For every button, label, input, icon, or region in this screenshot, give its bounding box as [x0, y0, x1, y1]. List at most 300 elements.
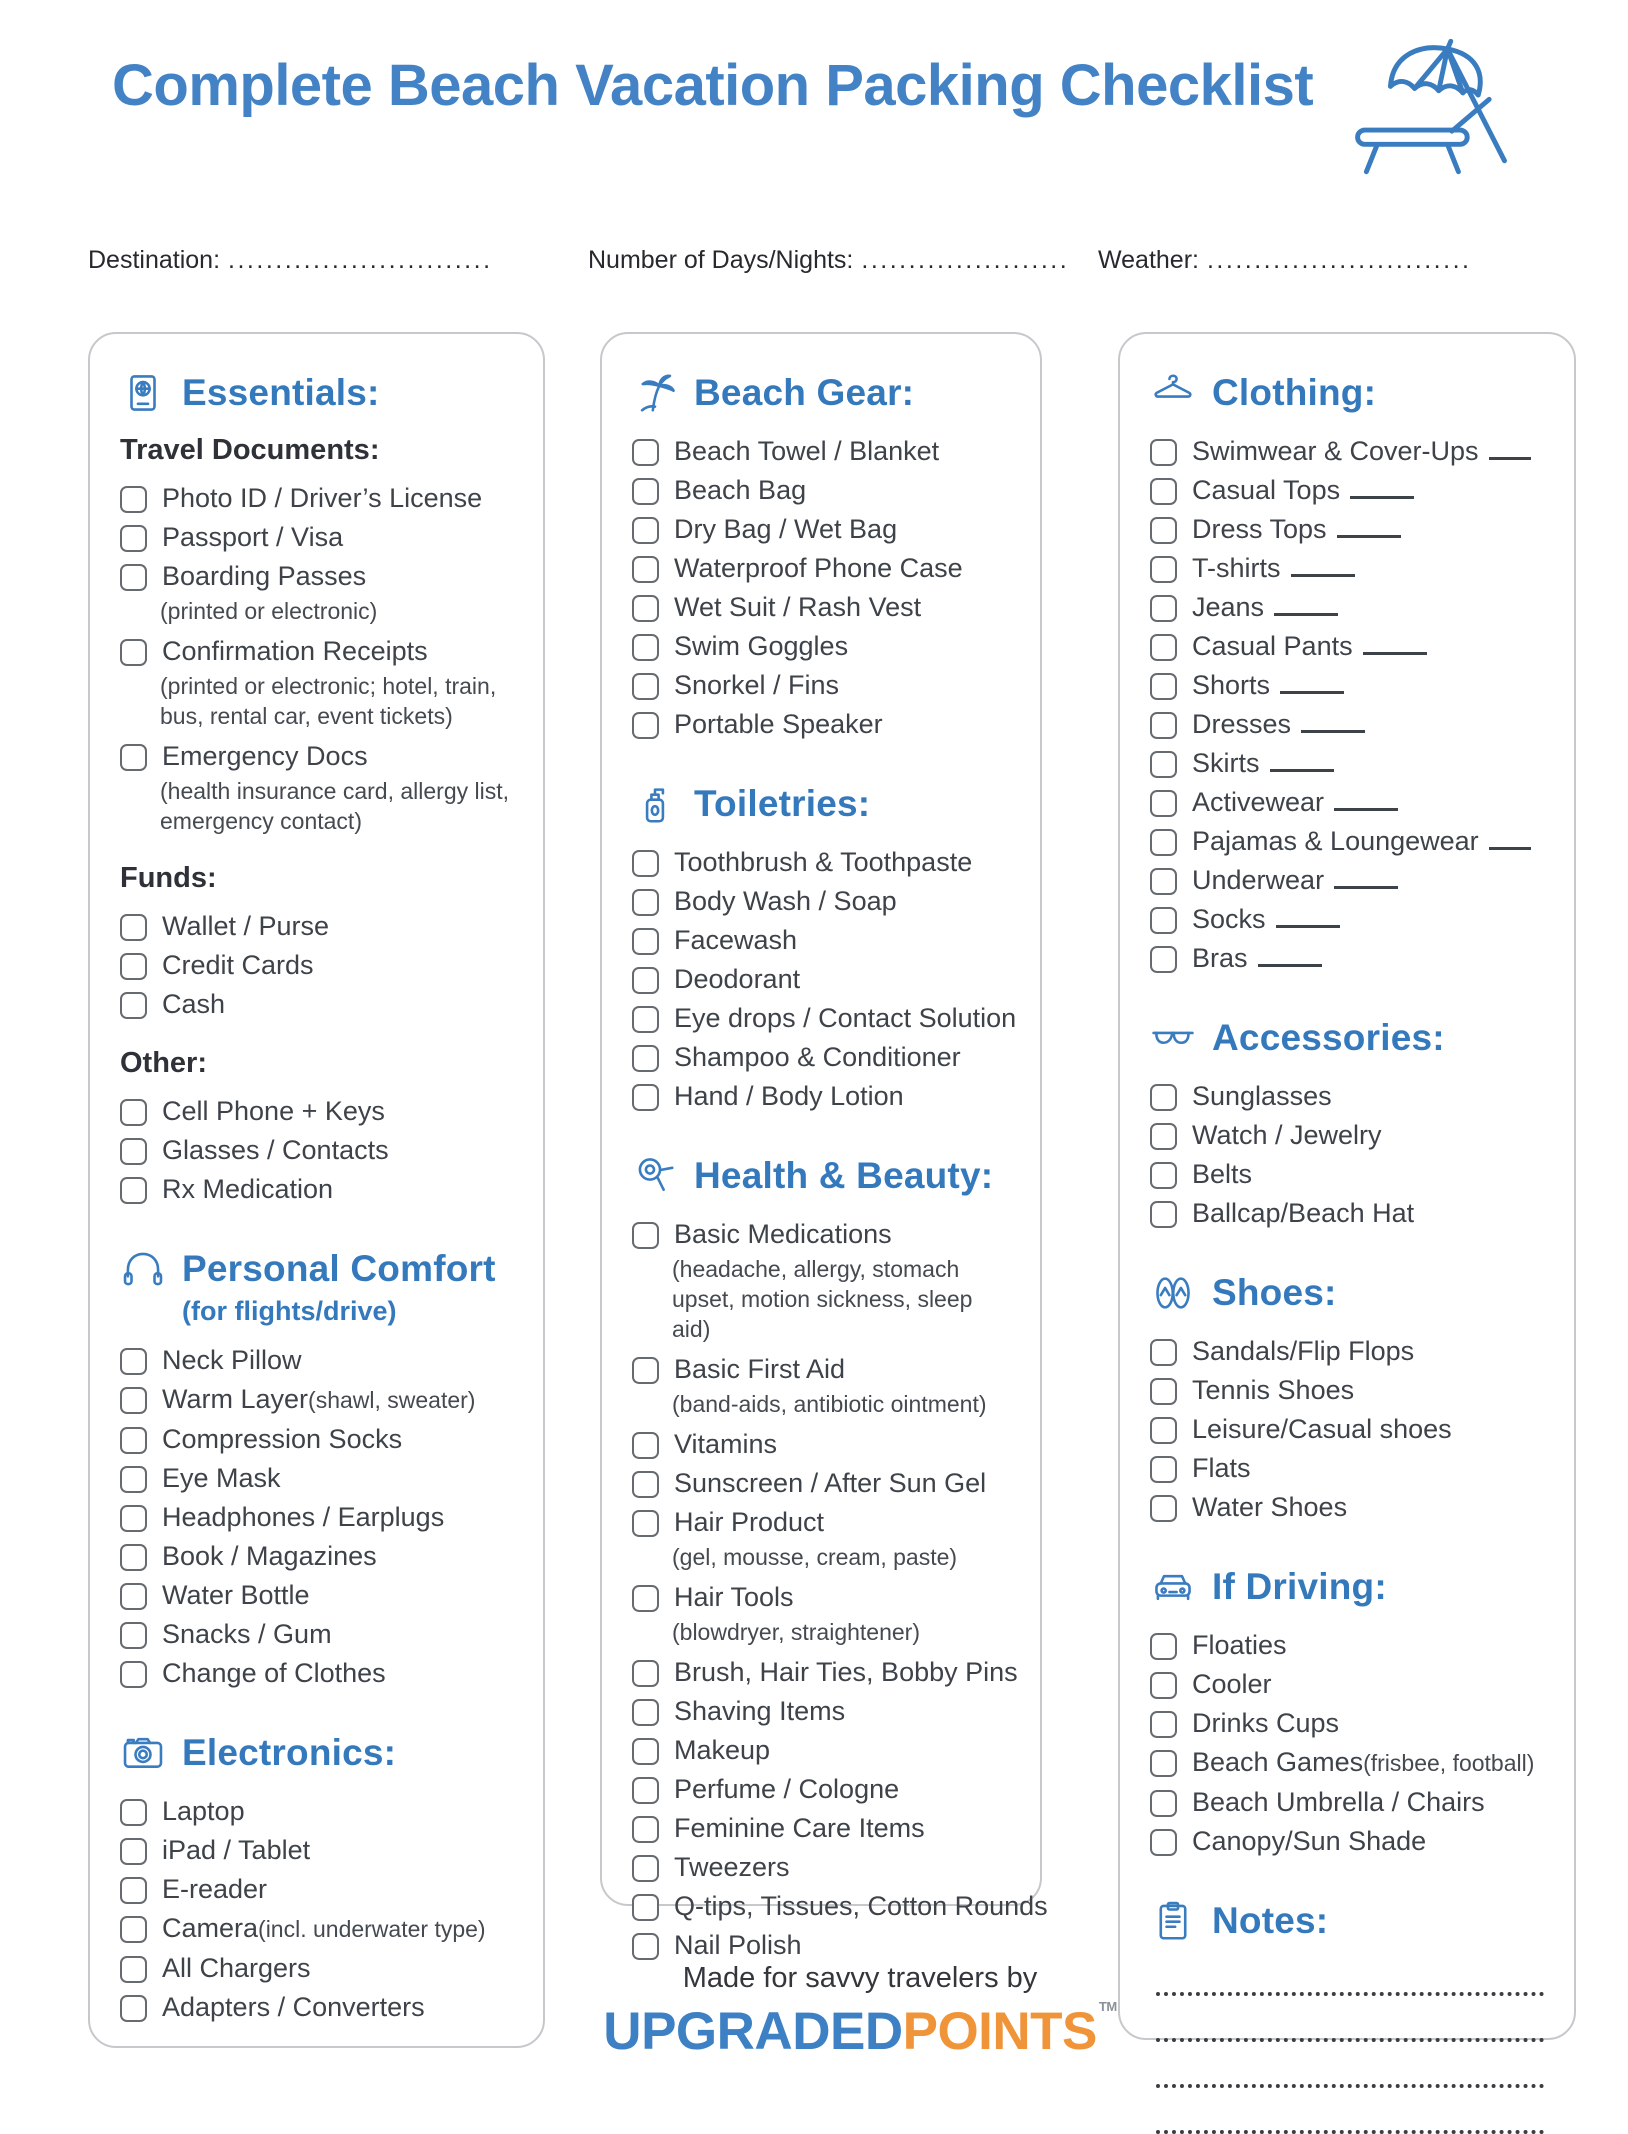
item-label: [162, 1094, 385, 1128]
checklist-item: [120, 1951, 519, 1985]
checkbox[interactable]: [1150, 1711, 1177, 1738]
item-label-text: Glasses / Contacts: [162, 1135, 389, 1165]
checkbox[interactable]: [120, 639, 147, 666]
checkbox[interactable]: [120, 1138, 147, 1165]
item-label: [674, 1655, 1018, 1689]
item-label-text: Cash: [162, 989, 226, 1019]
checkbox[interactable]: [632, 1660, 659, 1687]
item-label: [162, 948, 314, 982]
checklist-item: [1150, 473, 1550, 507]
checklist-item: [632, 1889, 1048, 1923]
item-label-text: Warm Layer: [162, 1384, 309, 1414]
item-label-text: Socks: [1192, 904, 1266, 934]
checklist-item: [1150, 1157, 1550, 1191]
checkbox[interactable]: [1150, 1201, 1177, 1228]
checkbox[interactable]: [632, 595, 659, 622]
checklist-item: [1150, 863, 1550, 897]
item-label: [1192, 1118, 1382, 1152]
days-nights-field: [588, 246, 1069, 275]
trademark-symbol: TM: [1098, 1999, 1117, 2014]
checklist-item: [632, 551, 1016, 585]
checklist-item: [120, 987, 519, 1021]
item-label: [674, 845, 972, 879]
item-label-text: Neck Pillow: [162, 1345, 302, 1375]
checklist-item: [1150, 668, 1550, 702]
checkbox[interactable]: [632, 1510, 659, 1537]
checkbox[interactable]: [120, 1956, 147, 1983]
item-label: [674, 1772, 899, 1806]
checkbox[interactable]: [1150, 1417, 1177, 1444]
checkbox[interactable]: [1150, 439, 1177, 466]
checkbox[interactable]: [1150, 634, 1177, 661]
checkbox[interactable]: [120, 1995, 147, 2022]
item-label: [674, 1427, 777, 1461]
checklist-item: [120, 1872, 519, 1906]
item-label: [674, 1040, 961, 1074]
item-label: [162, 1990, 425, 2024]
item-label: [1192, 434, 1531, 468]
footer: [520, 1962, 1200, 2062]
item-label-text: Adapters / Converters: [162, 1992, 425, 2022]
checkbox[interactable]: [1150, 1790, 1177, 1817]
item-label-text: E-reader: [162, 1874, 268, 1904]
palm-tree-icon: [632, 370, 678, 416]
checkbox[interactable]: [1150, 1633, 1177, 1660]
checkbox[interactable]: [632, 1738, 659, 1765]
section-title: Essentials:: [182, 372, 380, 413]
item-label: [1192, 1451, 1251, 1485]
checkbox[interactable]: [120, 1466, 147, 1493]
checkbox[interactable]: [632, 1933, 659, 1960]
checkbox[interactable]: [632, 1432, 659, 1459]
beach-chair-umbrella-icon: [1308, 38, 1576, 191]
checklist-item: [120, 1343, 519, 1377]
item-label-text: Casual Pants: [1192, 631, 1353, 661]
item-label-text: Compression Socks: [162, 1424, 403, 1454]
item-label: [674, 1889, 1048, 1923]
checklist-item: [1150, 1628, 1550, 1662]
item-label-text: Facewash: [674, 925, 798, 955]
checkbox[interactable]: [120, 1177, 147, 1204]
item-label-text: Dry Bag / Wet Bag: [674, 514, 898, 544]
item-note: (headache, allergy, stomach upset, motion sickness, sleep aid): [672, 1256, 973, 1342]
item-label: [162, 1833, 310, 1867]
checkbox[interactable]: [632, 1816, 659, 1843]
item-note: (band-aids, antibiotic ointment): [672, 1391, 987, 1417]
checklist-item: [1150, 1706, 1550, 1740]
item-label: [1192, 1824, 1426, 1858]
item-label: [162, 559, 366, 593]
checklist-item: [1150, 824, 1550, 858]
item-label-text: Underwear: [1192, 865, 1325, 895]
item-label-text: Bras: [1192, 943, 1248, 973]
item-label-text: T-shirts: [1192, 553, 1281, 583]
checklist-item: [632, 707, 1016, 741]
item-label-text: Wet Suit / Rash Vest: [674, 592, 922, 622]
fill-in-blank[interactable]: [1301, 711, 1365, 733]
item-label: [1192, 1412, 1452, 1446]
item-label-text: Portable Speaker: [674, 709, 883, 739]
checkbox[interactable]: [120, 1622, 147, 1649]
item-label: [162, 1911, 486, 1946]
checkbox[interactable]: [1150, 1750, 1177, 1777]
checkbox[interactable]: [1150, 790, 1177, 817]
fill-in-blank[interactable]: [1280, 672, 1344, 694]
checkbox[interactable]: [1150, 673, 1177, 700]
item-label: [1192, 1706, 1339, 1740]
checklist-item: [120, 1461, 519, 1495]
item-note: (printed or electronic; hotel, train, bus, rental car, event tickets): [160, 673, 497, 729]
checkbox[interactable]: [120, 1838, 147, 1865]
fill-in-blank[interactable]: [1274, 594, 1338, 616]
checkbox[interactable]: [120, 953, 147, 980]
checklist-item: [1150, 629, 1550, 663]
item-label: [162, 1422, 402, 1456]
notes-line[interactable]: [1156, 1962, 1544, 1996]
item-label: [1192, 1667, 1272, 1701]
item-label: [674, 1001, 1016, 1035]
destination-label: Destination:: [88, 246, 221, 274]
checkbox[interactable]: [120, 1916, 147, 1943]
checkbox[interactable]: [632, 673, 659, 700]
item-label-text: Hair Tools: [674, 1582, 794, 1612]
fill-in-blank[interactable]: [1270, 750, 1334, 772]
checkbox[interactable]: [632, 850, 659, 877]
checkbox[interactable]: [632, 1855, 659, 1882]
item-label-text: Dress Tops: [1192, 514, 1327, 544]
item-label-text: Toothbrush & Toothpaste: [674, 847, 973, 877]
section-subtitle: (for flights/drive): [182, 1296, 397, 1326]
item-label-text: Headphones / Earplugs: [162, 1502, 445, 1532]
checkbox[interactable]: [1150, 478, 1177, 505]
checklist-item: [1150, 1373, 1550, 1407]
item-label-text: Makeup: [674, 1735, 771, 1765]
checkbox[interactable]: [1150, 946, 1177, 973]
item-label: [1192, 902, 1340, 936]
checklist-item: [1150, 1196, 1550, 1230]
checklist-item: [120, 1617, 519, 1651]
item-label: [1192, 473, 1414, 507]
checkbox[interactable]: [1150, 1672, 1177, 1699]
item-label-text: Feminine Care Items: [674, 1813, 925, 1843]
item-label: [674, 1928, 802, 1962]
item-label: [1192, 629, 1427, 663]
fill-in-blank[interactable]: [1350, 477, 1414, 499]
checklist-item: [632, 1850, 1016, 1884]
item-label: [674, 1217, 892, 1251]
checkbox[interactable]: [1150, 1339, 1177, 1366]
checkbox[interactable]: [120, 1544, 147, 1571]
checklist-item: [632, 1505, 1016, 1539]
weather-blank[interactable]: ............................: [1206, 246, 1472, 274]
checkbox[interactable]: [1150, 556, 1177, 583]
checklist-item: [632, 1040, 1016, 1074]
checklist-item: [632, 1733, 1016, 1767]
checkbox[interactable]: [1150, 1378, 1177, 1405]
checklist-item: [1150, 1824, 1550, 1858]
notes-line[interactable]: [1156, 2054, 1544, 2088]
section-title: Electronics:: [182, 1732, 397, 1773]
checkbox[interactable]: [120, 1583, 147, 1610]
section-clothing: [1150, 370, 1550, 975]
section-heading: [632, 1153, 1016, 1199]
checkbox[interactable]: [632, 1084, 659, 1111]
item-label-text: Book / Magazines: [162, 1541, 377, 1571]
checkbox[interactable]: [632, 1357, 659, 1384]
checklist-item: [1150, 551, 1550, 585]
checklist-item: [120, 481, 519, 515]
section-heading: [632, 370, 1016, 416]
hair-dryer-icon: [632, 1153, 678, 1199]
checklist-item: [1150, 1079, 1550, 1113]
checklist-item: [120, 1172, 519, 1206]
section-heading: [632, 781, 1016, 827]
checkbox[interactable]: [1150, 595, 1177, 622]
checklist-item: [632, 668, 1016, 702]
checkbox[interactable]: [1150, 868, 1177, 895]
checkbox[interactable]: [632, 1222, 659, 1249]
checklist-item: [632, 1811, 1016, 1845]
checkbox[interactable]: [120, 1877, 147, 1904]
checklist-item: [632, 1217, 1016, 1251]
section-health-beauty: [632, 1153, 1048, 1962]
item-label-text: Shorts: [1192, 670, 1271, 700]
checkbox[interactable]: [632, 478, 659, 505]
fill-in-blank[interactable]: [1334, 789, 1398, 811]
item-label: [674, 1811, 925, 1845]
checklist-item: [120, 948, 519, 982]
item-label: [162, 1656, 386, 1690]
section-heading: [120, 1730, 519, 1776]
fill-in-blank[interactable]: [1258, 945, 1322, 967]
checkbox[interactable]: [632, 928, 659, 955]
item-label: [1192, 1745, 1534, 1780]
checkbox[interactable]: [120, 1387, 147, 1414]
item-label-text: Water Shoes: [1192, 1492, 1348, 1522]
checklist-item: [120, 559, 519, 593]
weather-field: [1098, 246, 1471, 275]
checkbox[interactable]: [1150, 712, 1177, 739]
checkbox[interactable]: [632, 1894, 659, 1921]
item-label: [1192, 941, 1322, 975]
item-label-text: Beach Bag: [674, 475, 807, 505]
checkbox[interactable]: [632, 1045, 659, 1072]
checkbox[interactable]: [1150, 1495, 1177, 1522]
checkbox[interactable]: [120, 564, 147, 591]
logo-upgraded: UPGRADED: [603, 2002, 903, 2061]
checkbox[interactable]: [1150, 751, 1177, 778]
section-if-driving: [1150, 1564, 1550, 1858]
checkbox[interactable]: [632, 517, 659, 544]
item-label: [162, 1461, 281, 1495]
item-label: [674, 707, 883, 741]
item-label: [674, 473, 806, 507]
section-title: If Driving:: [1212, 1566, 1387, 1607]
item-label: [674, 1580, 794, 1614]
item-label: [162, 1872, 267, 1906]
item-note: (shawl, sweater): [308, 1387, 476, 1413]
notes-line[interactable]: [1156, 2100, 1544, 2134]
item-label-text: Confirmation Receipts: [162, 636, 428, 666]
item-label-text: Snacks / Gum: [162, 1619, 332, 1649]
item-label: [162, 1343, 302, 1377]
item-label-text: Floaties: [1192, 1630, 1287, 1660]
checkbox[interactable]: [632, 889, 659, 916]
checkbox[interactable]: [120, 1348, 147, 1375]
car-icon: [1150, 1564, 1196, 1610]
fill-in-blank[interactable]: [1489, 828, 1531, 850]
item-label: [674, 962, 800, 996]
days-nights-blank[interactable]: ......................: [861, 246, 1070, 274]
hanger-icon: [1150, 370, 1196, 416]
item-label: [674, 923, 797, 957]
item-label-text: Waterproof Phone Case: [674, 553, 963, 583]
item-label: [162, 634, 428, 668]
checklist-item: [632, 1079, 1016, 1113]
item-label-text: Perfume / Cologne: [674, 1774, 900, 1804]
checkbox[interactable]: [632, 1585, 659, 1612]
checklist-item: [120, 634, 519, 668]
item-label: [674, 629, 848, 663]
fill-in-blank[interactable]: [1363, 633, 1427, 655]
item-label-text: Beach Umbrella / Chairs: [1192, 1787, 1485, 1817]
section-heading: [1150, 1015, 1550, 1061]
checklist-item: [632, 1928, 1016, 1962]
fill-in-blank[interactable]: [1337, 516, 1401, 538]
checkbox[interactable]: [120, 992, 147, 1019]
item-label: [1192, 590, 1338, 624]
checkbox[interactable]: [632, 1471, 659, 1498]
checkbox[interactable]: [1150, 1084, 1177, 1111]
section-title: Shoes:: [1212, 1272, 1337, 1313]
checkbox[interactable]: [1150, 829, 1177, 856]
item-label: [674, 1079, 904, 1113]
item-label-text: Swimwear & Cover-Ups: [1192, 436, 1479, 466]
checkbox[interactable]: [120, 914, 147, 941]
notes-line[interactable]: [1156, 2008, 1544, 2042]
item-label: [674, 1352, 845, 1386]
checklist-item: [120, 520, 519, 554]
checklist-item: [632, 1001, 1016, 1035]
checkbox[interactable]: [1150, 1162, 1177, 1189]
item-label: [1192, 1079, 1332, 1113]
checkbox[interactable]: [1150, 1123, 1177, 1150]
item-label: [162, 1133, 389, 1167]
checkbox[interactable]: [120, 1505, 147, 1532]
checkbox[interactable]: [1150, 1829, 1177, 1856]
item-label-text: Passport / Visa: [162, 522, 344, 552]
item-label: [162, 1172, 333, 1206]
item-label-text: Deodorant: [674, 964, 801, 994]
section-personal-comfort: [120, 1246, 519, 1690]
checklist-item: [1150, 785, 1550, 819]
checkbox[interactable]: [120, 525, 147, 552]
item-label-text: Watch / Jewelry: [1192, 1120, 1382, 1150]
item-label-text: Q-tips, Tissues, Cotton Rounds: [674, 1891, 1048, 1921]
checklist-item: [632, 884, 1016, 918]
item-label: [1192, 1334, 1414, 1368]
fill-in-blank[interactable]: [1276, 906, 1340, 928]
checklist-item: [1150, 434, 1550, 468]
checkbox[interactable]: [120, 1661, 147, 1688]
checklist-item: [1150, 941, 1550, 975]
section-title: Toiletries:: [694, 783, 871, 824]
item-label-text: Vitamins: [674, 1429, 778, 1459]
item-label-text: Body Wash / Soap: [674, 886, 897, 916]
item-note: (blowdryer, straightener): [672, 1619, 920, 1645]
section-essentials: [120, 370, 519, 1206]
checklist-item: [120, 1422, 519, 1456]
item-note: (gel, mousse, cream, paste): [672, 1544, 958, 1570]
item-label: [674, 434, 939, 468]
checkbox[interactable]: [632, 1777, 659, 1804]
checklist-item: [632, 1427, 1016, 1461]
checklist-item: [632, 590, 1016, 624]
camera-icon: [120, 1730, 166, 1776]
item-label-text: Beach Towel / Blanket: [674, 436, 940, 466]
checkbox[interactable]: [632, 1699, 659, 1726]
checkbox[interactable]: [632, 967, 659, 994]
checkbox[interactable]: [632, 634, 659, 661]
checkbox[interactable]: [632, 556, 659, 583]
checklist-item: [120, 1382, 519, 1417]
checklist-item: [632, 473, 1016, 507]
fill-in-blank[interactable]: [1291, 555, 1355, 577]
item-note: (health insurance card, allergy list, emergency contact): [160, 778, 509, 834]
item-label-text: iPad / Tablet: [162, 1835, 311, 1865]
checklist-item: [1150, 1412, 1550, 1446]
item-label-text: Change of Clothes: [162, 1658, 386, 1688]
checkbox[interactable]: [632, 712, 659, 739]
checkbox[interactable]: [632, 1006, 659, 1033]
checklist-item: [120, 1133, 519, 1167]
checkbox[interactable]: [632, 439, 659, 466]
item-label-text: Brush, Hair Ties, Bobby Pins: [674, 1657, 1018, 1687]
item-label-text: Hand / Body Lotion: [674, 1081, 904, 1111]
item-label-text: Basic Medications: [674, 1219, 892, 1249]
checklist-item: [120, 1500, 519, 1534]
item-label-text: Rx Medication: [162, 1174, 334, 1204]
item-label-text: Swim Goggles: [674, 631, 849, 661]
section-electronics: [120, 1730, 519, 2024]
checklist-item: [632, 434, 1016, 468]
item-label: [162, 1539, 377, 1573]
item-label-text: Flats: [1192, 1453, 1251, 1483]
item-label-text: Eye Mask: [162, 1463, 281, 1493]
fill-in-blank[interactable]: [1334, 867, 1398, 889]
item-label-text: Water Bottle: [162, 1580, 310, 1610]
destination-blank[interactable]: ............................: [228, 246, 493, 274]
checkbox[interactable]: [120, 1099, 147, 1126]
item-label: [674, 1466, 986, 1500]
item-label-text: Nail Polish: [674, 1930, 802, 1960]
checkbox[interactable]: [120, 486, 147, 513]
column-essentials: [88, 332, 545, 2048]
checkbox[interactable]: [120, 1799, 147, 1826]
item-label-text: Belts: [1192, 1159, 1253, 1189]
checkbox[interactable]: [1150, 907, 1177, 934]
checkbox[interactable]: [120, 1427, 147, 1454]
fill-in-blank[interactable]: [1489, 438, 1531, 460]
section-heading: [120, 1246, 519, 1292]
item-label: [162, 1578, 310, 1612]
checkbox[interactable]: [120, 744, 147, 771]
checkbox[interactable]: [1150, 517, 1177, 544]
checkbox[interactable]: [1150, 1456, 1177, 1483]
item-label-text: Shampoo & Conditioner: [674, 1042, 961, 1072]
item-label: [674, 884, 897, 918]
item-label-text: Hair Product: [674, 1507, 825, 1537]
